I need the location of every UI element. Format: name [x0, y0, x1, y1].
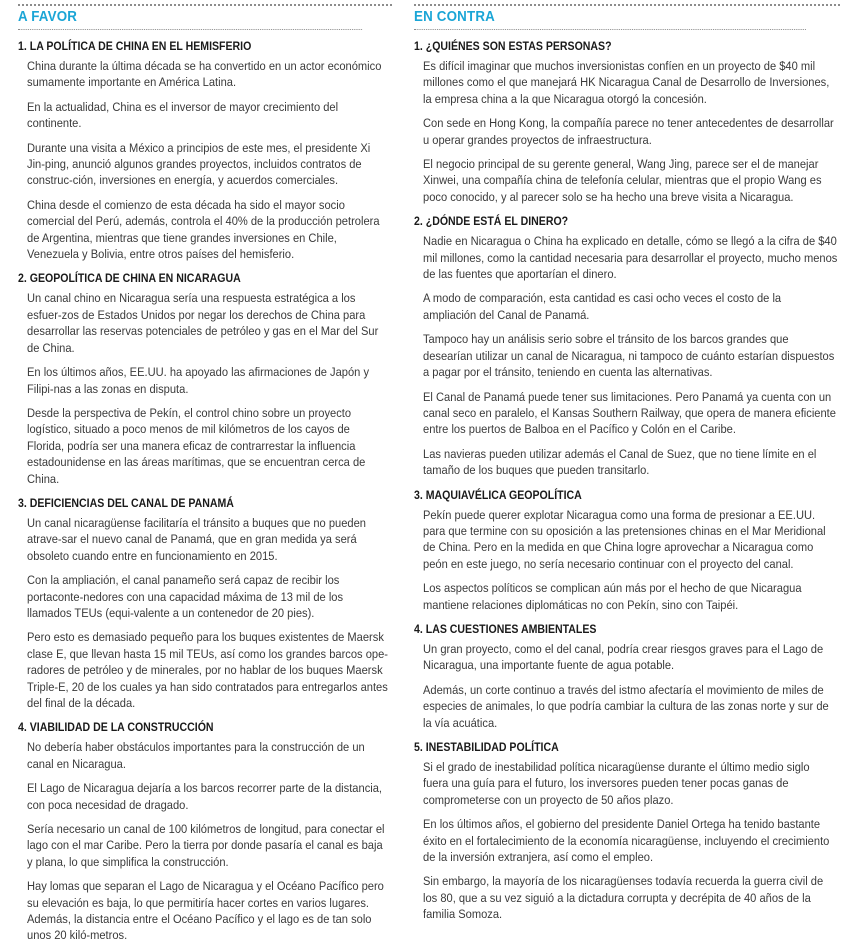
- paragraph: Hay lomas que separan el Lago de Nicaragua y el Océano Pacífico pero su elevación es baja, lo que permitiría hacer cortes en varios lugares. Además, la distancia entre el Océano Pacífico y el lago es de tan solo unos 20 kiló-metros.: [27, 879, 384, 943]
- section-body: [18, 58, 392, 262]
- dotted-rule: [414, 4, 840, 6]
- paragraph: El negocio principal de su gerente general, Wang Jing, parece ser el de manejar Xinwei, una compañía china de telefonía celular, mientras que el propio Wang es poco conocido, y al parecer solo se ha hecho una breve visita a Nicaragua.: [423, 157, 822, 204]
- paragraph: Las navieras pueden utilizar además el Canal de Suez, que no tiene límite en el tamaño de los buques que pueden transitarlo.: [423, 446, 817, 478]
- section-title: 4. VIABILIDAD DE LA CONSTRUCCIÓN: [18, 720, 214, 735]
- paragraph: El Canal de Panamá puede tener sus limitaciones. Pero Panamá ya cuenta con un canal seco en paralelo, el Kansas Southern Railway, que opera de manera eficiente entre los puertos de Balboa en el Pacífico y Colón en el Caribe.: [423, 389, 836, 437]
- section-body: [18, 290, 392, 486]
- dotted-rule: [18, 4, 392, 6]
- paragraph: Un canal nicaragüense facilitaría el tránsito a buques que no pueden atrave-sar el nuevo canal de Panamá, que en gran medida ya será obsoleto cuando entre en funcionamiento en 2015.: [27, 515, 366, 563]
- section-title: 1. ¿QUIÉNES SON ESTAS PERSONAS?: [414, 39, 612, 53]
- paragraph: Además, un corte continuo a través del istmo afectaría el movimiento de miles de especies de animales, lo que podría cambiar la cultura de las zonas norte y sur de la vía acuática.: [423, 682, 829, 730]
- section-title: 4. LAS CUESTIONES AMBIENTALES: [414, 621, 597, 636]
- paragraph: Es difícil imaginar que muchos inversionistas confíen en un proyecto de $40 mil millones como el que manejará HK Nicaragua Canal de Desarrollo de Inversiones, la empresa china a la que Nicaragua otorgó la concesión.: [423, 59, 830, 106]
- paragraph: Un canal chino en Nicaragua sería una respuesta estratégica a los esfuer-zos de Estados Unidos por negar los derechos de China para desarrollar las reservas potenciales de petróleo y gas en el Mar del Sur de China.: [27, 291, 379, 355]
- column-heading: A FAVOR: [18, 9, 362, 30]
- column-heading: EN CONTRA: [414, 9, 806, 30]
- paragraph: A modo de comparación, esta cantidad es casi ocho veces el costo de la ampliación del Canal de Panamá.: [423, 291, 782, 322]
- section-title: 2. ¿DÓNDE ESTÁ EL DINERO?: [414, 214, 569, 229]
- section: [414, 39, 840, 205]
- paragraph: En los últimos años, el gobierno del presidente Daniel Ortega ha tenido bastante éxito en el fortalecimiento de la economía nicaragüense, incluyendo el crecimiento de la inversión extranjera, así como el empleo.: [423, 817, 830, 865]
- paragraph: China desde el comienzo de esta década ha sido el mayor socio comercial del Perú, además, controla el 40% de la producción petrolera de Argentina, mientras que tiene grandes inversiones en Chile, Venezuela y Bolivia, entre otros países del hemisferio.: [27, 197, 380, 262]
- paragraph: Si el grado de inestabilidad política nicaragüense durante el último medio siglo fuera una guía para el futuro, los inversores pueden tener pocas ganas de comprometerse con un proyecto de 50 años plazo.: [423, 760, 810, 807]
- section-title: 2. GEOPOLÍTICA DE CHINA EN NICARAGUA: [18, 271, 241, 286]
- paragraph: Durante una visita a México a principios de este mes, el presidente Xi Jin-ping, anunció algunos grandes proyectos, incluidos contratos de construc-ción, inversiones en energía, y acuerdos comerciales.: [27, 140, 371, 188]
- paragraph: Pero esto es demasiado pequeño para los buques existentes de Maersk clase E, que llevan hasta 15 mil TEUs, así como los grandes barcos ope-radores de petróleo y de minerales, por no hablar de los buques Maersk Triple-E, 20 de los cuales ya han sido contratados para entregarlos antes del final de la década.: [27, 630, 388, 710]
- paragraph: Nadie en Nicaragua o China ha explicado en detalle, cómo se llegó a la cifra de $40 mil millones, como la cantidad necesaria para desarrollar el proyecto, mucho menos de las fuentes que aportarían el dinero.: [423, 234, 838, 282]
- paragraph: Desde la perspectiva de Pekín, el control chino sobre un proyecto logístico, situado a poco menos de mil kilómetros de los cayos de Florida, podría ser una manera eficaz de contrarrestar la influencia estadounidense en las áreas marítimas, que se encuentran cerca de China.: [27, 405, 366, 486]
- section-title: 3. MAQUIAVÉLICA GEOPOLÍTICA: [414, 487, 582, 502]
- paragraph: Con la ampliación, el canal panameño será capaz de recibir los portaconte-nedores con una capacidad máxima de 13 mil de los llamados TEUs (equi-valente a un contenedor de 20 pies).: [27, 573, 344, 620]
- paragraph: Sin embargo, la mayoría de los nicaragüenses todavía recuerda la guerra civil de los 80, que a su vez siguió a la dictadura corrupta y decrépita de 40 años de la familia Somoza.: [423, 874, 824, 922]
- section: [414, 622, 840, 731]
- section-title: 5. INESTABILIDAD POLÍTICA: [414, 740, 559, 754]
- paragraph: En la actualidad, China es el inversor de mayor crecimiento del continente.: [27, 99, 339, 131]
- section: [414, 488, 840, 613]
- paragraph: Con sede en Hong Kong, la compañía parece no tener antecedentes de desarrollar u operar grandes proyectos de infraestructura.: [423, 116, 834, 147]
- section-body: [414, 759, 840, 923]
- paragraph: Un gran proyecto, como el del canal, podría crear riesgos graves para el Lago de Nicaragua, una importante fuente de agua potable.: [423, 641, 824, 673]
- column-a-favor: [18, 0, 392, 952]
- section: [414, 214, 840, 478]
- paragraph: No debería haber obstáculos importantes para la construcción de un canal en Nicaragua.: [27, 740, 365, 771]
- section: [18, 271, 392, 486]
- paragraph: Tampoco hay un análisis serio sobre el tránsito de los barcos grandes que desearían utilizar un canal de Nicaragua, ni tampoco de cuánto estarían dispuestos a pagar por el tránsito, teniendo en cuenta las alternativas.: [423, 332, 835, 380]
- paragraph: El Lago de Nicaragua dejaría a los barcos recorrer parte de la distancia, con poca necesidad de dragado.: [27, 781, 383, 812]
- section: [18, 720, 392, 943]
- section-body: [414, 58, 840, 205]
- section: [414, 740, 840, 923]
- paragraph: En los últimos años, EE.UU. ha apoyado las afirmaciones de Japón y Filipi-nas a las zonas en disputa.: [27, 365, 370, 396]
- paragraph: Los aspectos políticos se complican aún más por el hecho de que Nicaragua mantiene relaciones diplomáticas no con Pekín, sino con Taipéi.: [423, 581, 802, 612]
- section-body: [414, 233, 840, 478]
- section-body: [414, 507, 840, 613]
- paragraph: Pekín puede querer explotar Nicaragua como una forma de presionar a EE.UU. para que termine con su oposición a las pretensiones chinas en el Mar Meridional de China. Pero en la medida en que China logre aprovechar a Nicaragua como peón en este juego, no sería necesario continuar con el proyecto del canal.: [423, 507, 826, 571]
- section-body: [18, 515, 392, 711]
- section-title: 1. LA POLÍTICA DE CHINA EN EL HEMISFERIO: [18, 39, 252, 53]
- section-title: 3. DEFICIENCIAS DEL CANAL DE PANAMÁ: [18, 495, 234, 510]
- paragraph: Sería necesario un canal de 100 kilómetros de longitud, para conectar el lago con el mar Caribe. Pero la tierra por donde pasaría el canal es baja y plana, lo que simplifica la construcción.: [27, 822, 385, 869]
- section-body: [18, 739, 392, 943]
- section-body: [414, 641, 840, 731]
- section: [18, 39, 392, 262]
- section: [18, 496, 392, 711]
- paragraph: China durante la última década se ha convertido en un actor económico sumamente importante en América Latina.: [27, 59, 382, 90]
- column-en-contra: [414, 0, 840, 931]
